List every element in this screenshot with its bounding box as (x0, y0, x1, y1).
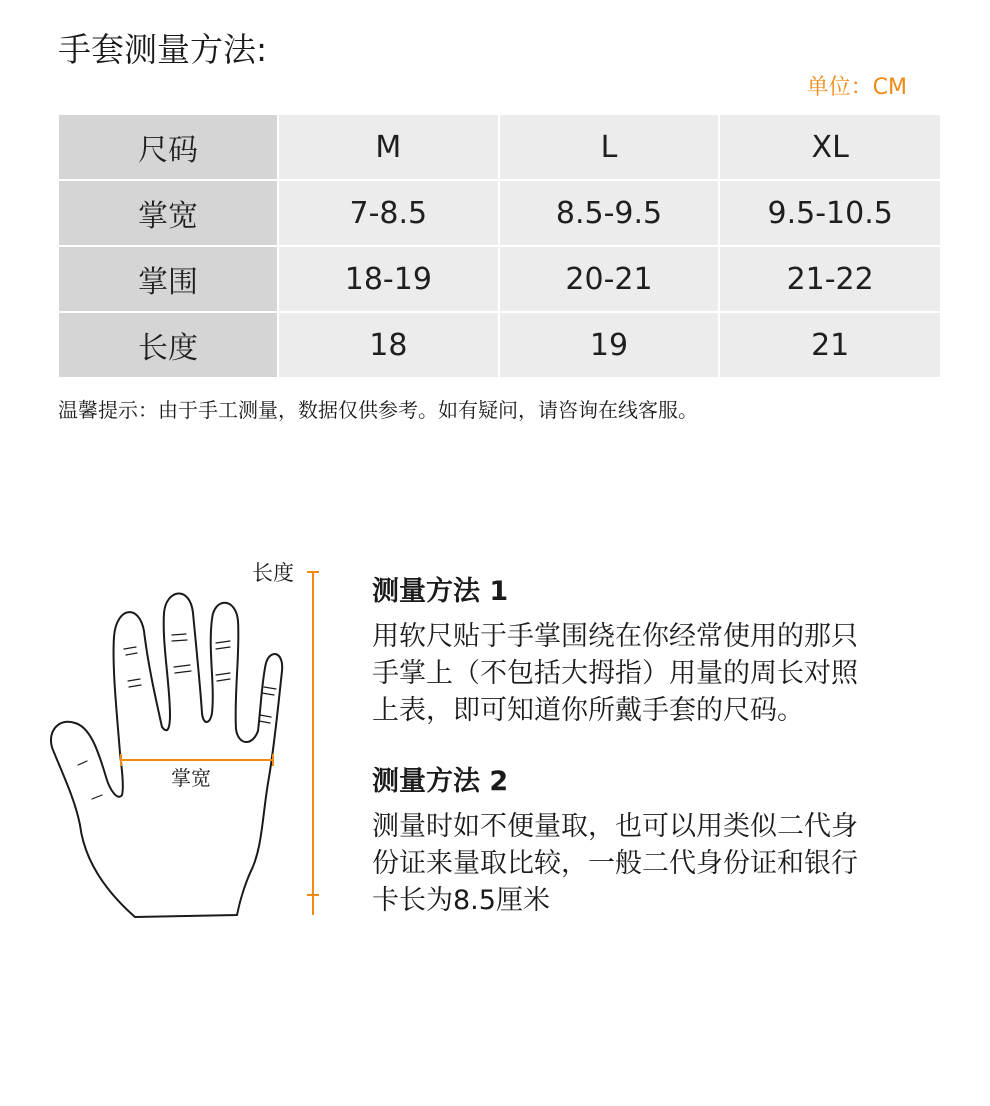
table-cell: L (499, 115, 720, 180)
method-2-line: 份证来量取比较，一般二代身份证和银行 (372, 848, 858, 879)
table-row (59, 180, 940, 246)
method-2-title: 测量方法 2 (372, 766, 509, 797)
table-cell: 18-19 (278, 246, 499, 312)
length-label: 长度 (252, 561, 294, 585)
table-row (59, 115, 940, 180)
unit-label: 单位：CM (806, 75, 907, 100)
length-marker (307, 572, 319, 915)
method-1-text (372, 618, 942, 729)
table-row (59, 312, 940, 377)
hand-diagram (40, 555, 340, 935)
method-1-line: 手掌上（不包括大拇指）用量的周长对照 (372, 658, 858, 689)
table-cell: 19 (499, 312, 720, 377)
table-cell: 掌宽 (59, 180, 278, 246)
table-cell: 18 (278, 312, 499, 377)
table-cell: 长度 (59, 312, 278, 377)
hand-outline-icon (51, 593, 282, 917)
table-row (59, 246, 940, 312)
method-2-text (372, 808, 942, 919)
width-label: 掌宽 (171, 766, 211, 790)
method-1-line: 上表，即可知道你所戴手套的尺码。 (372, 695, 804, 726)
table-cell: 掌围 (59, 246, 278, 312)
palm-width-marker (121, 754, 273, 766)
tip-text: 温馨提示：由于手工测量，数据仅供参考。如有疑问，请咨询在线客服。 (58, 398, 698, 422)
table-cell: 7-8.5 (278, 180, 499, 246)
table-cell: 尺码 (59, 115, 278, 180)
table-cell: 20-21 (499, 246, 720, 312)
table-cell: 9.5-10.5 (719, 180, 940, 246)
size-table (59, 115, 940, 377)
method-1 (372, 574, 942, 729)
page-title: 手套测量方法: (58, 30, 268, 69)
table-cell: M (278, 115, 499, 180)
table-cell: 21 (719, 312, 940, 377)
method-2-line: 卡长为8.5厘米 (372, 885, 550, 916)
method-1-line: 用软尺贴于手掌围绕在你经常使用的那只 (372, 621, 858, 652)
table-cell: 21-22 (719, 246, 940, 312)
method-2 (372, 764, 942, 919)
table-cell: XL (719, 115, 940, 180)
method-1-title: 测量方法 1 (372, 576, 509, 607)
table-cell: 8.5-9.5 (499, 180, 720, 246)
method-2-line: 测量时如不便量取，也可以用类似二代身 (372, 811, 858, 842)
